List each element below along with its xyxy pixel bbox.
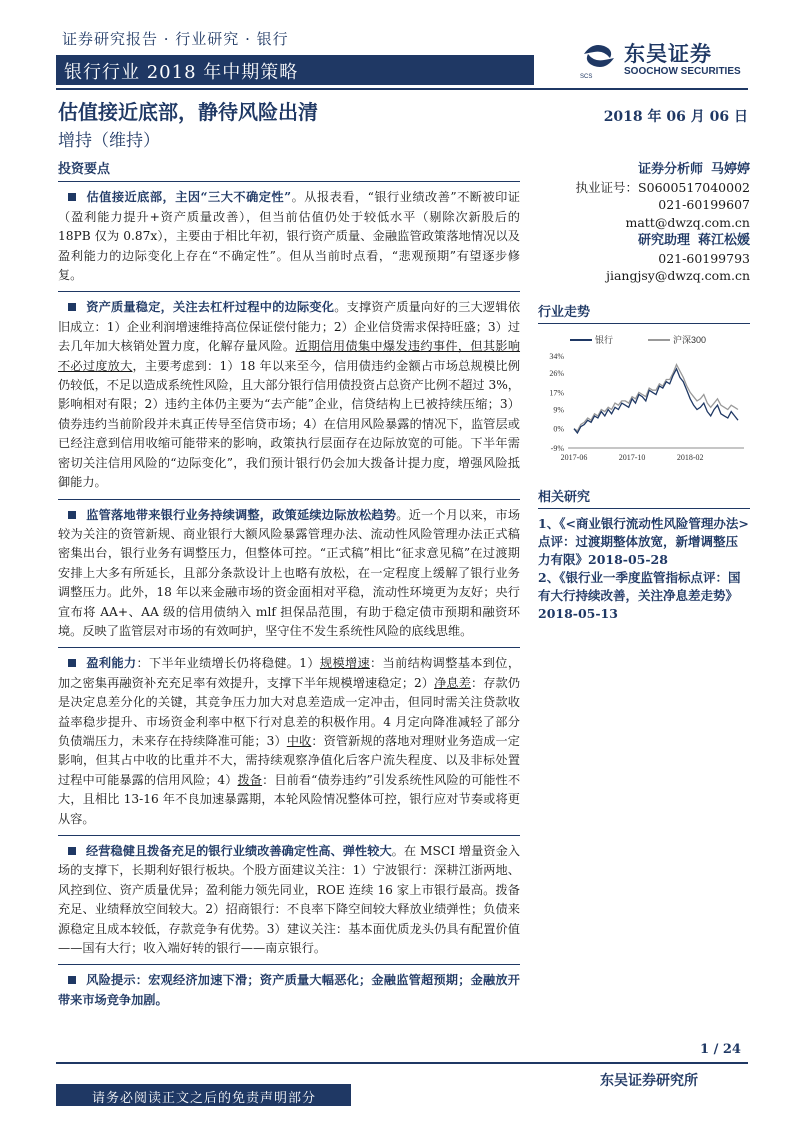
summary-paragraph (58, 298, 520, 492)
y-tick-label: 0% (553, 424, 564, 434)
paragraph-text: ：下半年业绩增长仍将稳健。1） (136, 656, 320, 671)
logo-text-en: SOOCHOW SECURITIES (624, 66, 741, 77)
related-item[interactable]: 2、《银行业一季度监管指标点评：国有大行持续改善，关注净息差走势》2018-05-13 (538, 569, 741, 621)
section-divider (58, 181, 520, 182)
paragraph-emphasis: 近期信用债集中爆发违约事件，但其影响不必过度放大 (58, 339, 521, 373)
related-item[interactable]: 1、《<商业银行流动性风险管理办法>点评：过渡期整体放宽，新增调整压力有限》2018-05-28 (538, 515, 749, 567)
analyst-name: 马婷婷 (710, 162, 750, 177)
footer-divider (56, 1062, 748, 1064)
x-tick-label: 2017-06 (560, 452, 588, 462)
square-bullet-icon (68, 511, 76, 519)
paragraph-divider (58, 291, 520, 292)
investment-summary (58, 160, 520, 1010)
square-bullet-icon (68, 193, 76, 201)
assistant-role: 研究助理 (638, 233, 691, 248)
summary-paragraph (58, 506, 520, 642)
legend-label: 银行 (595, 334, 614, 345)
paragraph-emphasis: 拨备 (237, 772, 263, 787)
paragraph-emphasis: 中收 (286, 733, 312, 748)
series-line (574, 368, 738, 432)
series-line (574, 364, 738, 430)
x-tick-label: 2017-10 (618, 452, 646, 462)
rating-label: 增持（维持） (58, 131, 160, 151)
logo-text-cn: 东吴证券 (624, 42, 712, 66)
logo-mark-icon (580, 40, 618, 76)
paragraph-text: ：当前结构调整基本到位，加之密集再融资补充充足率有效提升，支撑下半年规模增速稳定；2） (58, 656, 521, 690)
paragraph-lead: 监管落地带来银行业务持续调整，政策延续边际放松趋势 (86, 507, 397, 522)
analyst-role: 证券分析师 (638, 162, 704, 177)
logo-abbr: SCS (580, 74, 593, 80)
summary-paragraph (58, 654, 520, 829)
page-number: 1 / 24 (700, 1042, 741, 1057)
square-bullet-icon (68, 847, 76, 855)
related-list (538, 515, 750, 623)
report-title-bar: 银行行业 2018 年中期策略 (56, 55, 534, 85)
paragraph-text: ，主要考虑到：1）18 年以来至今，信用债违约金额占市场总规模比例仍较低，不足以造成系统性风险，且大部分银行信用债投资占总资产比例不超过 3%，影响相对有限；2）违约主体仍主要为“去产能”企业，信贷结构上已被持续压缩；3）债券违约当前阶段并未真正传导至信贷市场；4）在信用风险暴露的情况下，监管层或已经注意到信用收缩可能带来的影响，政策执行层面存在边际放宽的可能。下半年需密切关注信用风险的“边际变化”，我们预计银行仍会加大拨备计提力度，增强风险抵御能力。 (58, 358, 521, 490)
paragraph-emphasis: 净息差 (434, 675, 471, 690)
y-tick-label: 26% (549, 368, 564, 378)
square-bullet-icon (68, 976, 76, 984)
paragraph-divider (58, 835, 520, 836)
analyst-email[interactable]: matt@dwzq.com.cn (625, 214, 750, 230)
assistant-name: 蒋江松媛 (697, 233, 750, 248)
paragraph-text: ：目前看“债券违约”引发系统性风险的可能性不大，且相比 13-16 年不良加速暴露期，本轮风险情况整体可控，银行应对节奏或将更从容。 (58, 772, 521, 826)
section-heading: 投资要点 (58, 162, 111, 177)
paragraph-text: 。近一个月以来，市场较为关注的资管新规、商业银行大额风险暴露管理办法、流动性风险管理办法正式稿密集出台，银行业务有调整压力，但整体可控。“正式稿”相比“征求意见稿”在过渡期安排上大多有所延长，且部分条款设计上也略有放松，在一定程度上缓解了银行业务调整压力。此外，18 年以来金融市场的资金面相对平稳，流动性环境更为友好；央行宣布将 AA+、AA 级的信用债纳入 mlf 担保品范围，有助于稳定债市预期和融资环境。反映了监管层对市场的有效呵护，坚守住不发生系统性风险的底线思维。 (58, 507, 521, 638)
paragraph-text: ：资管新规的落地对理财业务造成一定影响，但其占中收的比重并不大，需持续观察净值化后客户流失程度、以及非标处置过程中可能暴露的信用风险；4） (58, 733, 520, 787)
paragraph-lead: 资产质量稳定，关注去杠杆过程中的边际变化 (86, 300, 335, 315)
analyst-phone: 021-60199607 (658, 197, 750, 212)
paragraph-emphasis: 规模增速 (319, 656, 371, 671)
y-tick-label: 17% (549, 387, 564, 397)
paragraph-divider (58, 499, 520, 500)
header-divider (56, 88, 748, 90)
report-category: 证券研究报告 · 行业研究 · 银行 (62, 30, 289, 48)
paragraph-text: 。支撑资产质量向好的三大逻辑依旧成立：1）企业利润增速维持高位保证偿付能力；2）企业信贷需求保持旺盛；3）过去几年加大核销处置力度，化解存量风险。 (58, 300, 521, 354)
square-bullet-icon (68, 659, 76, 667)
industry-trend-chart (538, 330, 750, 470)
paragraph-lead: 盈利能力 (86, 656, 137, 671)
risk-warning: 风险提示：宏观经济加速下滑；资产质量大幅恶化；金融监管超预期；金融放开带来市场竞争加剧。 (58, 973, 520, 1007)
x-tick-label: 2018-02 (676, 452, 704, 462)
paragraph-lead: 估值接近底部，主因“三大不确定性” (86, 190, 292, 205)
summary-paragraph (58, 842, 520, 958)
paragraph-divider (58, 647, 520, 648)
y-tick-label: 9% (553, 404, 564, 414)
y-tick-label: -9% (550, 443, 564, 453)
sidebar (538, 160, 750, 623)
disclaimer-bar: 请务必阅读正文之后的免责声明部分 (56, 1084, 351, 1106)
related-heading: 相关研究 (538, 486, 750, 509)
assistant-phone: 021-60199793 (658, 250, 750, 266)
legend-label: 沪深300 (673, 334, 707, 345)
y-tick-label: 34% (549, 351, 564, 361)
summary-paragraph (58, 188, 520, 285)
report-date: 2018 年 06 月 06 日 (603, 109, 748, 125)
document-title: 估值接近底部，静待风险出清 (58, 100, 318, 124)
paragraph-text: 。在 MSCI 增量资金入场的支撑下，长期利好银行板块。个股方面建议关注：1）宁波银行：深耕江浙两地、风控到位、资产质量优异；盈利能力领先同业，ROE 连续 16 家上市银行最高。拨备充足、业绩释放空间较大。2）招商银行：不良率下降空间较大释放业绩弹性；负债来源稳定且成本较低，存款竞争有优势。3）建议关注：基本面优质龙头仍具有配置价值——国有大行；收入端好转的银行——南京银行。 (58, 844, 521, 956)
square-bullet-icon (68, 303, 76, 311)
analyst-cert: 执业证号：S0600517040002 (575, 179, 750, 195)
analyst-block (538, 160, 750, 285)
paragraph-text: 。从报表看，“银行业绩改善”不断被印证（盈利能力提升+资产质量改善），但当前估值仍处于较低水平（剔除次新股后的 18PB 仅为 0.87x），主要由于相比年初，银行资产质量、金融监管政策落地情况以及盈利能力的边际变化上存在“不确定性”。但从当前时点看，“悲观预期”有望逐步修复。 (58, 190, 520, 283)
paragraph-text: ：存款仍是决定息差分化的关键，其竞争压力加大对息差造成一定冲击，但同时需关注贷款收益率稳步提升、市场资金利率中枢下行对息差的积极作用。4 月定向降准减轻了部分负债端压力，未来存在持续降准可能；3） (58, 675, 521, 748)
assistant-email[interactable]: jiangjsy@dwzq.com.cn (606, 268, 750, 283)
brand-logo (580, 38, 750, 84)
risk-paragraph (58, 971, 520, 1010)
paragraph-divider (58, 964, 520, 965)
institute-name: 东吴证券研究所 (600, 1073, 698, 1089)
paragraph-lead: 经营稳健且拨备充足的银行业绩改善确定性高、弹性较大 (86, 844, 392, 858)
trend-heading: 行业走势 (538, 301, 750, 324)
